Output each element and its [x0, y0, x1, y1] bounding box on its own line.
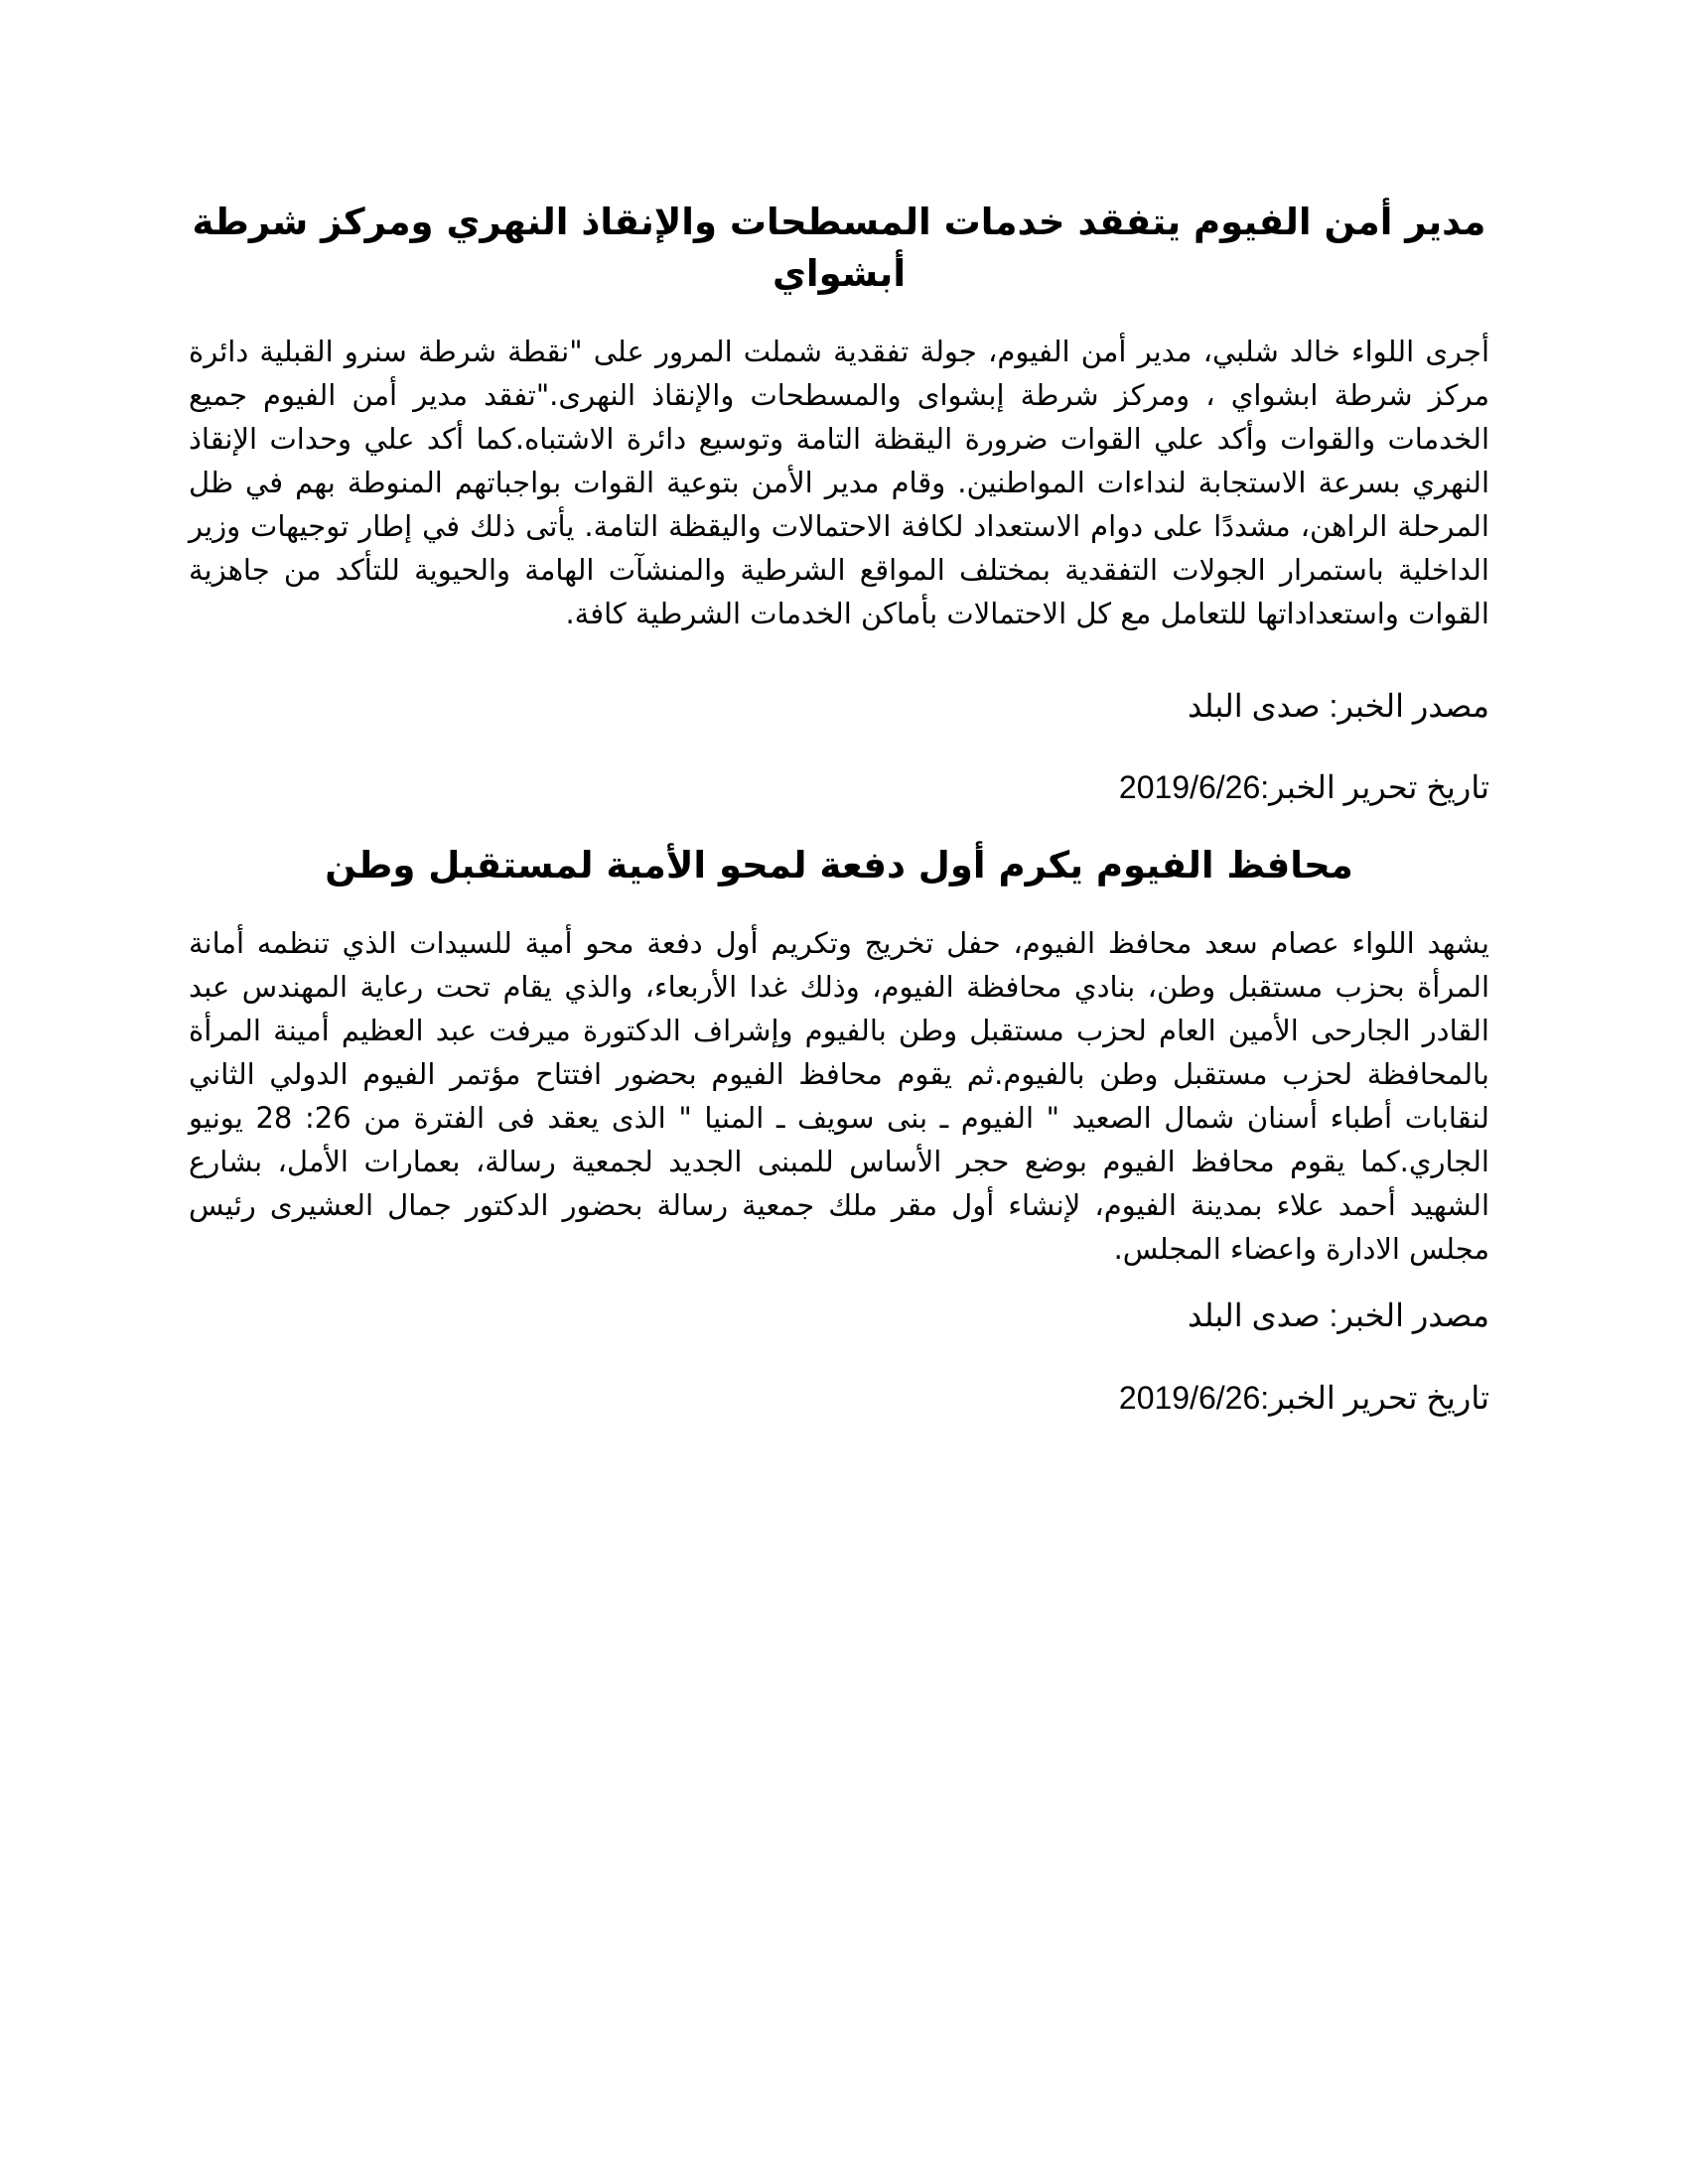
news-article: [189, 840, 1489, 1417]
news-article: [189, 197, 1489, 806]
article-body: أجرى اللواء خالد شلبي، مدير أمن الفيوم، جولة تفقدية شملت المرور على "نقطة شرطة سنرو القبلية دائرة مركز شرطة ابشواي ، ومركز شرطة إبشواى والمسطحات والإنقاذ النهرى."تفقد مدير أمن الفيوم جميع الخدمات والقوات وأكد علي القوات ضرورة اليقظة التامة وتوسيع دائرة الاشتباه.كما أكد علي وحدات الإنقاذ النهري بسرعة الاستجابة لنداءات المواطنين. وقام مدير الأمن بتوعية القوات بواجباتهم المنوطة بهم في ظل المرحلة الراهن، مشددًا على دوام الاستعداد لكافة الاحتمالات واليقظة التامة. يأتى ذلك في إطار توجيهات وزير الداخلية باستمرار الجولات التفقدية بمختلف المواقع الشرطية والمنشآت الهامة والحيوية للتأكد من جاهزية القوات واستعداداتها للتعامل مع كل الاحتمالات بأماكن الخدمات الشرطية كافة.: [189, 334, 1489, 630]
article-body: يشهد اللواء عصام سعد محافظ الفيوم، حفل تخريج وتكريم أول دفعة محو أمية للسيدات الذي تنظمه أمانة المرأة بحزب مستقبل وطن، بنادي محافظة الفيوم، وذلك غدا الأربعاء، والذي يقام تحت رعاية المهندس عبد القادر الجارحى الأمين العام لحزب مستقبل وطن بالفيوم وإشراف الدكتورة ميرفت عبد العظيم أمينة المرأة بالمحافظة لحزب مستقبل وطن بالفيوم.ثم يقوم محافظ الفيوم بحضور افتتاح مؤتمر الفيوم الدولي الثاني لنقابات أطباء أسنان شمال الصعيد " الفيوم ـ بنى سويف ـ المنيا " الذى يعقد فى الفترة من 26: 28 يونيو الجاري.كما يقوم محافظ الفيوم بوضع حجر الأساس للمبنى الجديد لجمعية رسالة، بعمارات الأمل، بشارع الشهيد أحمد علاء بمدينة الفيوم، لإنشاء أول مقر ملك جمعية رسالة بحضور الدكتور جمال العشيرى رئيس مجلس الادارة واعضاء المجلس.: [189, 926, 1489, 1267]
document-page: [189, 189, 1489, 1417]
article-date: تاريخ تحرير الخبر:2019/6/26: [1118, 768, 1489, 805]
article-date: تاريخ تحرير الخبر:2019/6/26: [1118, 1379, 1489, 1416]
article-title: مدير أمن الفيوم يتفقد خدمات المسطحات والإنقاذ النهري ومركز شرطة أبشواي: [192, 201, 1486, 295]
article-source: مصدر الخبر: صدى البلد: [1187, 1297, 1489, 1334]
article-source: مصدر الخبر: صدى البلد: [1187, 687, 1489, 724]
article-title: محافظ الفيوم يكرم أول دفعة لمحو الأمية لمستقبل وطن: [325, 844, 1353, 887]
